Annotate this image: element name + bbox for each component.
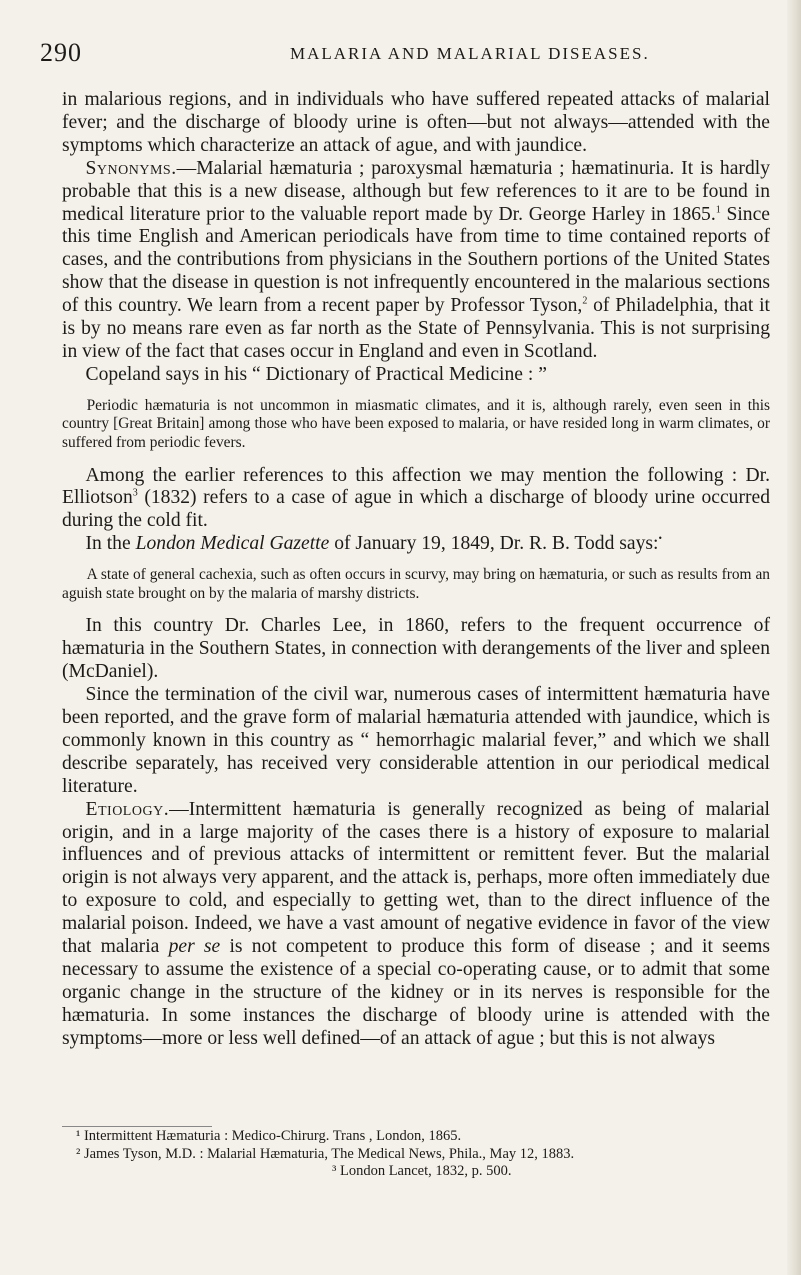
footnote-mark: •: [658, 533, 662, 545]
page-header: [40, 38, 760, 68]
running-head: MALARIA AND MALARIAL DISEASES.: [290, 44, 650, 63]
paragraph-text: of January 19, 1849, Dr. R. B. Todd says:: [329, 533, 659, 555]
block-quote-todd: [62, 566, 770, 603]
body-text: [62, 89, 770, 1051]
paragraph-civil-war: Since the termination of the civil war, numerous cases of intermittent hæmaturia have been reported, and the grave form of malarial hæmaturia attended with jaundice, which is commonly known in this country as “ hemorrhagic malarial fever,” and which we shall describe separately, has received very considerable attention in our periodical medical literature.: [62, 684, 770, 797]
footnote-rule: [62, 1126, 212, 1127]
paragraph-todd: [62, 533, 770, 556]
paragraph-text: is not competent to produce this form of disease ; and it seems necessary to assume the existence of a special co-operating cause, or to admit that some organic change in the structure of the kidney or in its nerves is responsible for the hæmaturia. In some instances the discharge of bloody urine is attended with the symptoms—more or less well defined—of an attack of ague ; but this is not always: [62, 936, 771, 1049]
footnote-ref-2: 2: [582, 295, 588, 307]
block-quote-copeland: [62, 397, 770, 453]
paragraph-text: of Philadelphia, that it is by no means rare even as far north as the State of Pennsylvania. This is not surprising in view of the fact that cases occur in England and even in Scotland.: [62, 295, 770, 362]
paragraph-copeland: Copeland says in his “ Dictionary of Practical Medicine : ”: [85, 363, 547, 385]
section-heading-synonyms: Synonyms.: [85, 157, 177, 179]
footnote-ref-3: 3: [132, 487, 138, 499]
footnote-3: ³ London Lancet, 1832, p. 500.: [332, 1163, 512, 1179]
paragraph-1: in malarious regions, and in individuals who have suffered repeated attacks of malarial fever; and the discharge of bloody urine is often—but not always—attended with the symptoms which characterize an attack of ague, and with jaundice.: [62, 89, 770, 156]
paragraph-text: In the: [85, 533, 136, 555]
paragraph-earlier-references: [62, 465, 770, 534]
paragraph-text: —Intermittent hæmaturia is generally recognized as being of malarial origin, and in a large majority of the cases there is a history of exposure to malarial influences and of previous attacks of intermittent or remittent fever. But the malarial origin is not always very apparent, and the attack is, perhaps, more often immediately due to exposure to cold, and especially to getting wet, than to the direct influence of the malarial poison. Indeed, we have a vast amount of negative evidence in favor of the view that malaria: [62, 798, 770, 958]
quote-text: A state of general cachexia, such as often occurs in scurvy, may bring on hæmaturia, or such as results from an aguish state brought on by the malaria of marshy districts.: [62, 566, 770, 602]
page-number: 290: [40, 38, 82, 67]
paragraph-synonyms: [62, 158, 770, 364]
paragraph-text: Among the earlier references to this affection we may mention the following : Dr. Elliotson: [62, 464, 770, 509]
journal-title: London Medical Gazette: [135, 533, 330, 555]
footnote-1: ¹ Intermittent Hæmaturia : Medico-Chirurg. Trans , London, 1865.: [76, 1128, 462, 1144]
section-heading-etiology: Etiology.: [85, 798, 170, 820]
quote-text: Periodic hæmaturia is not uncommon in miasmatic climates, and it is, although rarely, even seen in this country [Great Britain] among those who have been exposed to malaria, or have resided long in warm climates, or suffered from periodic fevers.: [62, 396, 770, 451]
page-edge: [787, 0, 801, 1275]
paragraph-text: —Malarial hæmaturia ; paroxysmal hæmaturia ; hæmatinuria. It is hardly probable that this is a new disease, although but few references to it are to be found in medical literature prior to the valuable report made by Dr. George Harley in 1865.: [62, 157, 770, 225]
footnotes: [62, 1128, 762, 1181]
footnote-2: ² James Tyson, M.D. : Malarial Hæmaturia, The Medical News, Phila., May 12, 1883.: [76, 1145, 575, 1162]
paragraph-etiology: [62, 799, 770, 1051]
paragraph-text: (1832) refers to a case of ague in which a discharge of bloody urine occurred during the cold fit.: [62, 487, 770, 532]
paragraph-text: Since this time English and American periodicals have from time to time contained reports of cases, and the contributions from physicians in the Southern portions of the United States show that the disease in question is not infrequently encountered in the malarious sections of this country. We learn from a recent paper by Professor Tyson,: [62, 203, 770, 317]
footnote-ref-1: 1: [715, 204, 721, 215]
paragraph-lee: In this country Dr. Charles Lee, in 1860, refers to the frequent occurrence of hæmaturia in the Southern States, in connection with derangements of the liver and spleen (McDaniel).: [62, 615, 770, 683]
italic-phrase: per se: [168, 936, 221, 958]
